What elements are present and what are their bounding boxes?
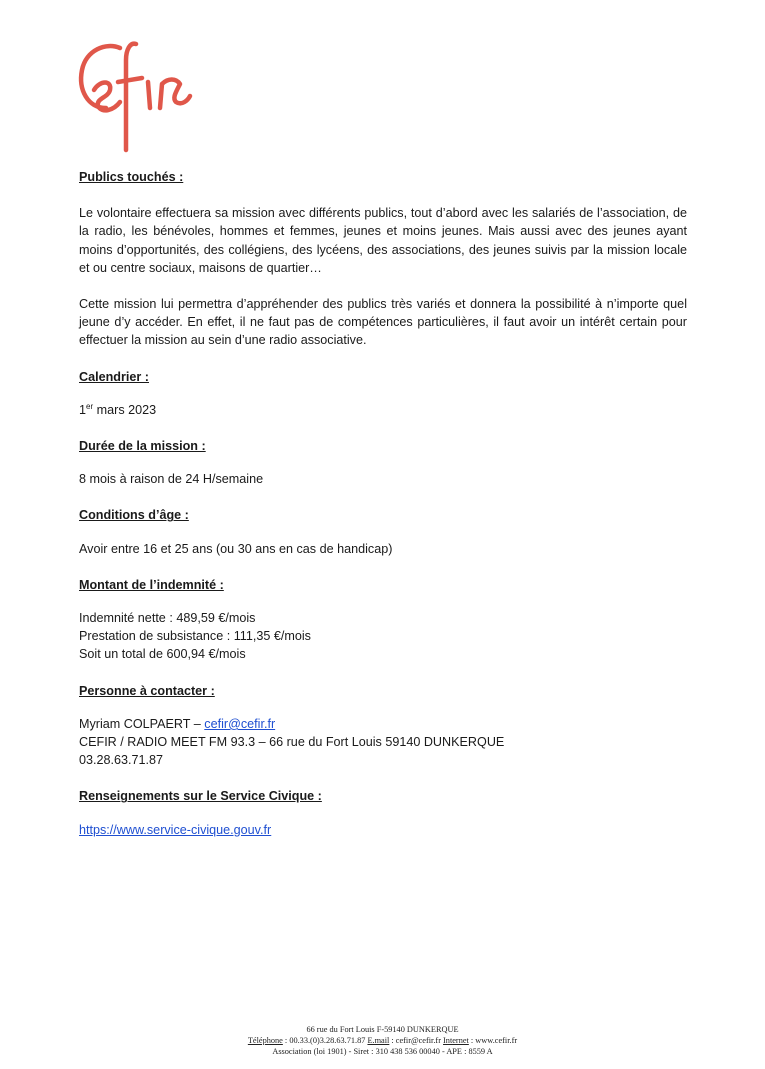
- footer-address: 66 rue du Fort Louis F-59140 DUNKERQUE: [306, 1025, 459, 1034]
- contact-name-line: [79, 715, 687, 733]
- heading-publics: Publics touchés :: [79, 170, 184, 184]
- service-civique-link[interactable]: https://www.service-civique.gouv.fr: [79, 822, 272, 837]
- footer-email-label: E.mail: [367, 1036, 390, 1045]
- contact-email-link[interactable]: cefir@cefir.fr: [204, 716, 276, 731]
- footer-internet-label: Internet: [443, 1036, 469, 1045]
- cefir-logo: [76, 38, 196, 154]
- calendrier-rest: mars 2023: [93, 402, 157, 417]
- contact-phone: 03.28.63.71.87: [79, 753, 164, 768]
- page-footer: [0, 1024, 765, 1057]
- indemnite-subsistance: Prestation de subsistance : 111,35 €/mois: [79, 629, 311, 644]
- heading-duree: Durée de la mission :: [79, 439, 206, 454]
- heading-service-civique: Renseignements sur le Service Civique :: [79, 789, 322, 804]
- heading-calendrier: Calendrier :: [79, 369, 149, 384]
- heading-indemnite: Montant de l’indemnité :: [79, 577, 224, 592]
- duree-text: 8 mois à raison de 24 H/semaine: [79, 472, 264, 487]
- footer-contacts: [0, 1035, 765, 1046]
- contact-name: Myriam COLPAERT –: [79, 716, 205, 731]
- indemnite-total: Soit un total de 600,94 €/mois: [79, 647, 246, 662]
- footer-email-value: : cefir@cefir.fr: [389, 1036, 444, 1045]
- indemnite-nette: Indemnité nette : 489,59 €/mois: [79, 611, 256, 626]
- footer-internet-value: : www.cefir.fr: [468, 1036, 518, 1045]
- footer-tel-value: : 00.33.(0)3.28.63.71.87: [282, 1036, 368, 1045]
- calendrier-day: 1: [79, 402, 87, 417]
- heading-age: Conditions d’âge :: [79, 508, 189, 523]
- footer-siret: Association (loi 1901) - Siret : 310 438 536 00040 - APE : 8559 A: [272, 1047, 493, 1056]
- age-text: Avoir entre 16 et 25 ans (ou 30 ans en cas de handicap): [79, 541, 393, 556]
- service-civique-line: [79, 821, 687, 839]
- calendrier-date: [79, 401, 687, 419]
- heading-contact: Personne à contacter :: [79, 683, 215, 698]
- calendrier-sup: er: [86, 401, 94, 411]
- paragraph-publics-2: Cette mission lui permettra d’appréhender des publics très variés et donnera la possibilité à n’importe quel jeune d’y accéder. En effet, il ne faut pas de compétences particulières, il faut avoir un intérêt certain pour effectuer la mission au sein d’une radio associative.: [79, 297, 687, 348]
- paragraph-publics-1: Le volontaire effectuera sa mission avec différents publics, tout d’abord avec les salariés de l’association, de la radio, les bénévoles, hommes et femmes, jeunes et moins jeunes. Mais aussi avec des jeunes ayant moins d’opportunités, des collégiens, des lycéens, des associations, des jeunes suivis par la mission locale et ou centre sociaux, maisons de quartier…: [79, 206, 687, 275]
- contact-address: CEFIR / RADIO MEET FM 93.3 – 66 rue du Fort Louis 59140 DUNKERQUE: [79, 735, 505, 750]
- footer-tel-label: Téléphone: [247, 1036, 283, 1045]
- document-body: [79, 168, 687, 839]
